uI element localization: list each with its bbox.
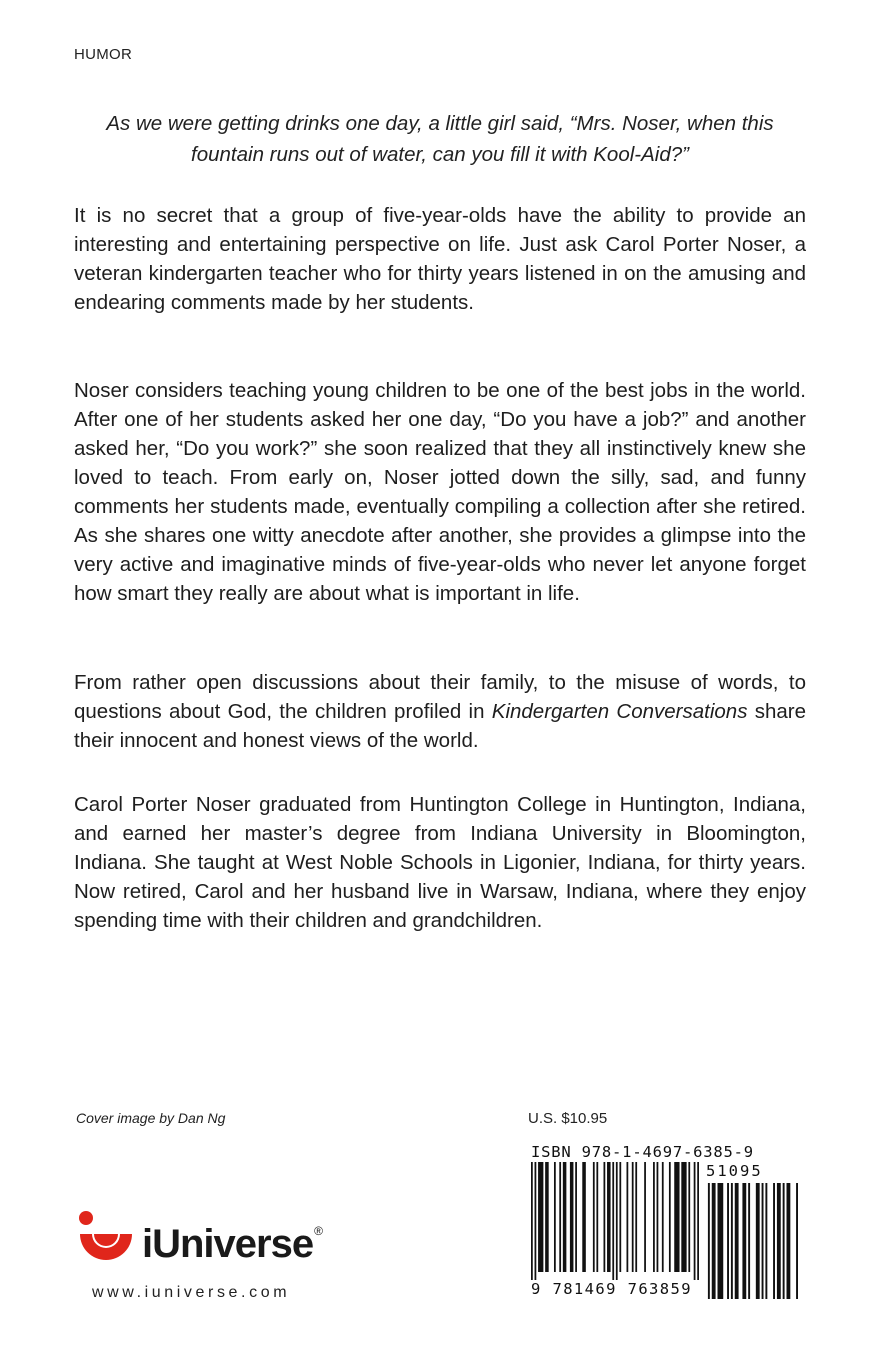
price-addon-barcode: [706, 1183, 798, 1299]
price: U.S. $10.95: [528, 1110, 608, 1127]
barcode-bar: [582, 1162, 586, 1272]
author-bio-text: graduated from Huntington College in Huntington, Indiana, and earned her master’s degree from Indiana University in Bloomington, Indiana. She taught at West Noble Schools in Ligonier, Indiana, for thirty years. Now retired, Carol and her husband live in Warsaw, Indiana, where they enjoy spending time with their children and grandchildren.: [74, 793, 806, 932]
barcode-bar: [607, 1162, 611, 1272]
barcode-bar: [697, 1162, 699, 1280]
barcode-bar: [626, 1162, 628, 1272]
description-paragraph-3: [74, 668, 806, 755]
category-label: HUMOR: [74, 46, 133, 63]
barcode-bar: [596, 1162, 598, 1272]
barcode-bar: [604, 1162, 606, 1272]
barcode-bar: [742, 1183, 746, 1299]
pull-quote: As we were getting drinks one day, a little girl said, “Mrs. Noser, when this fountain runs out of water, can you fill it with Kool-Aid?”: [106, 112, 774, 166]
barcode-bar: [708, 1183, 710, 1299]
isbn-barcode: [531, 1162, 699, 1280]
barcode-bar: [748, 1183, 750, 1299]
barcode-bar: [731, 1183, 733, 1299]
barcode-bar: [777, 1183, 781, 1299]
barcode-bar: [612, 1162, 614, 1280]
barcode-bar: [674, 1162, 679, 1272]
barcode-bar: [570, 1162, 574, 1272]
barcode-bar: [653, 1162, 655, 1272]
publisher-website[interactable]: www.iuniverse.com: [92, 1284, 291, 1301]
barcode-bar: [765, 1183, 767, 1299]
barcode-bar: [694, 1162, 696, 1280]
barcode-bar: [563, 1162, 567, 1272]
barcode-bar: [575, 1162, 577, 1272]
barcode-bar: [787, 1183, 791, 1299]
barcode-addon-digits: 51095: [706, 1162, 763, 1180]
barcode-bar: [554, 1162, 556, 1272]
barcode-bar: [535, 1162, 537, 1280]
barcode-bar: [681, 1162, 686, 1272]
description-paragraph-2: Noser considers teaching young children to be one of the best jobs in the world. After one of her students asked her one day, “Do you have a job?” and another asked her, “Do you work?” she soon realized that they all instinctively knew she loved to teach. From early on, Noser jotted down the silly, sad, and funny comments her students made, eventually compiling a collection after she retired. As she shares one witty anecdote after another, she provides a glimpse into the very active and imaginative minds of five-year-olds who never let anyone forget how smart they really are about what is important in life.: [74, 379, 806, 605]
author-name: Carol Porter Noser: [74, 793, 251, 816]
barcode-bar: [616, 1162, 618, 1280]
isbn-number: ISBN 978-1-4697-6385-9: [531, 1143, 754, 1161]
barcode-bar: [718, 1183, 724, 1299]
barcode-bar: [762, 1183, 764, 1299]
publisher-logo: [74, 1210, 364, 1280]
paragraph-3-text-end: share their innocent and honest views of the world.: [74, 700, 806, 752]
barcode-bar: [635, 1162, 637, 1272]
cover-credit: Cover image by Dan Ng: [76, 1110, 226, 1126]
book-title: Kindergarten Conversations: [491, 700, 748, 723]
barcode-bar: [619, 1162, 621, 1272]
barcode-bar: [593, 1162, 595, 1272]
registered-mark: ®: [314, 1224, 322, 1238]
barcode-bar: [644, 1162, 646, 1272]
barcode-bar: [688, 1162, 690, 1272]
publisher-name: [142, 1222, 322, 1267]
barcode-bar: [727, 1183, 729, 1299]
description-paragraph-1: It is no secret that a group of five-year-olds have the ability to provide an interesting and entertaining perspective on life. Just ask Carol Porter Noser, a veteran kindergarten teacher who for thirty years listened in on the amusing and endearing comments made by her students.: [74, 204, 806, 314]
barcode-bar: [559, 1162, 561, 1272]
paragraph-3-text-start: From rather open discussions about their family, to the misuse of words, to questions about God, the children profiled in: [74, 671, 806, 723]
barcode-bar: [538, 1162, 543, 1272]
barcode-bar: [735, 1183, 739, 1299]
barcode-bar: [796, 1183, 798, 1299]
barcode-bar: [783, 1183, 785, 1299]
barcode-bar: [531, 1162, 533, 1280]
author-bio: [74, 790, 806, 935]
barcode-bar: [669, 1162, 671, 1272]
barcode-digits: 9 781469 763859: [531, 1280, 692, 1298]
barcode-bar: [712, 1183, 716, 1299]
barcode-bar: [662, 1162, 664, 1272]
publisher-name-text: iUniverse: [142, 1222, 314, 1266]
barcode-bar: [756, 1183, 760, 1299]
barcode-bar: [773, 1183, 775, 1299]
barcode-bar: [657, 1162, 659, 1272]
iuniverse-logo-icon: [74, 1210, 138, 1276]
barcode-bar: [632, 1162, 634, 1272]
barcode-bar: [545, 1162, 549, 1272]
